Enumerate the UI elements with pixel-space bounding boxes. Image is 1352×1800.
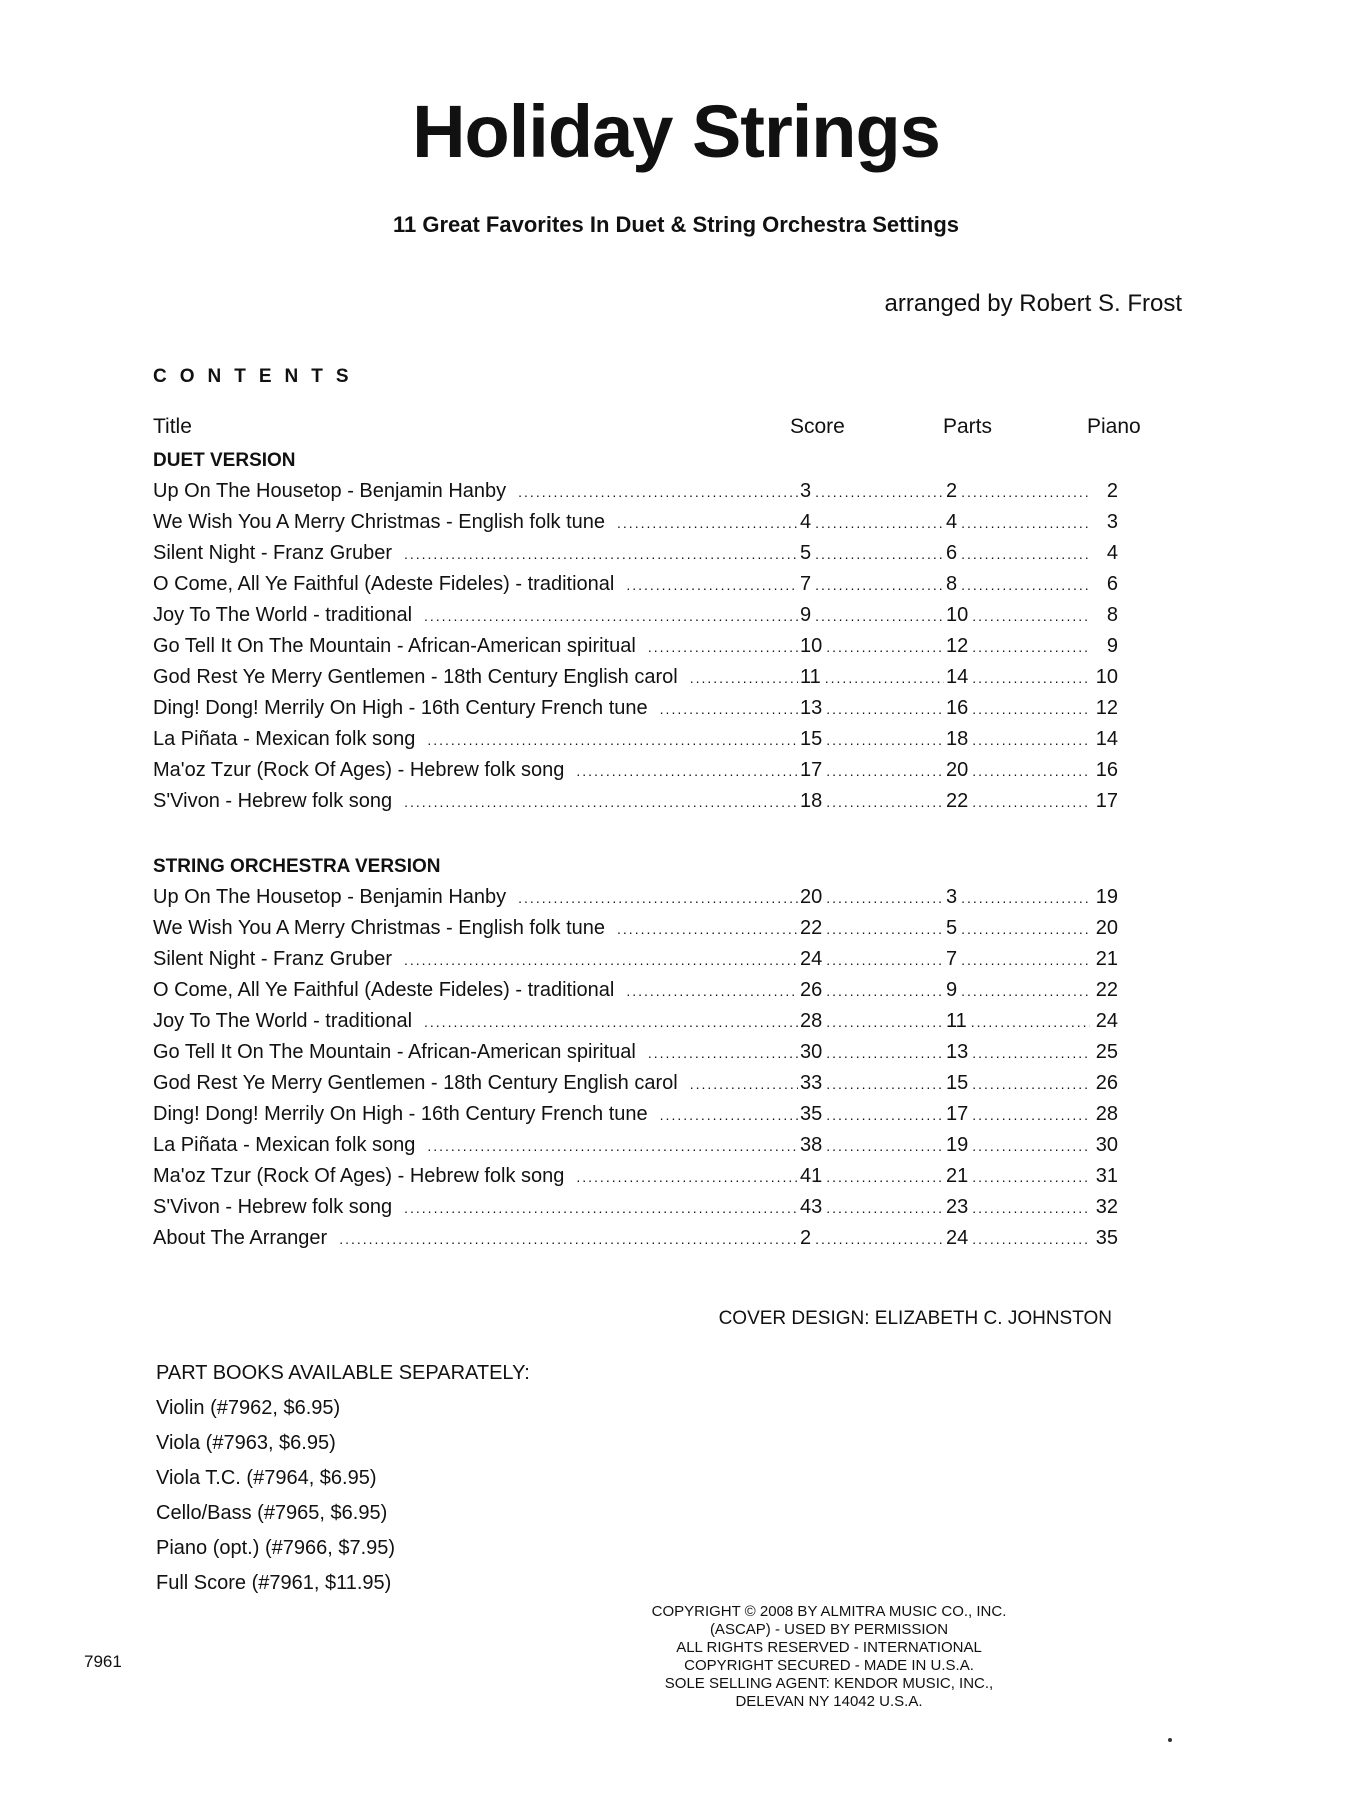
dot-leader [648, 632, 798, 663]
toc-score-cell [798, 662, 944, 694]
dot-leader [968, 756, 1090, 787]
toc-row [153, 1223, 1118, 1254]
parts-page: 9 [946, 979, 958, 1001]
dot-leader [427, 1131, 798, 1162]
score-page: 17 [800, 759, 823, 781]
song-title: La Piñata - Mexican folk song [153, 728, 416, 750]
toc-row [153, 538, 1118, 569]
toc-parts-cell [944, 476, 1090, 508]
parts-page: 16 [946, 697, 969, 719]
parts-page: 5 [946, 917, 958, 939]
piano-page: 17 [1095, 790, 1118, 812]
toc-score-cell [798, 913, 944, 945]
page-title: Holiday Strings [412, 90, 940, 173]
score-page: 43 [800, 1196, 823, 1218]
dot-leader [968, 694, 1090, 725]
song-title: Ding! Dong! Merrily On High - 16th Century French tune [153, 697, 648, 719]
dot-leader [957, 914, 1090, 945]
dot-leader [822, 1007, 944, 1038]
dot-leader [822, 1131, 944, 1162]
toc-row [153, 693, 1118, 724]
parts-page: 3 [946, 886, 958, 908]
toc-row [153, 755, 1118, 786]
song-title: We Wish You A Merry Christmas - English folk tune [153, 511, 606, 533]
toc-row [153, 507, 1118, 538]
toc-score-cell [798, 1068, 944, 1100]
dot-leader [424, 601, 798, 632]
duet-rows [153, 476, 1118, 817]
dot-leader [968, 1100, 1090, 1131]
parts-page: 11 [946, 1010, 967, 1032]
piano-page: 35 [1095, 1227, 1118, 1249]
score-page: 20 [800, 886, 823, 908]
dot-leader [968, 601, 1090, 632]
toc-parts-cell [944, 569, 1090, 601]
toc-row [153, 913, 1118, 944]
toc-title-cell [153, 600, 798, 632]
dot-leader [968, 787, 1090, 818]
toc-row [153, 1192, 1118, 1223]
score-page: 26 [800, 979, 823, 1001]
dot-leader [957, 883, 1090, 914]
dot-leader [822, 1069, 944, 1100]
dot-leader [617, 914, 798, 945]
toc-title-cell [153, 631, 798, 663]
score-page: 33 [800, 1072, 823, 1094]
toc-score-cell [798, 724, 944, 756]
toc-score-cell [798, 975, 944, 1007]
parts-page: 6 [946, 542, 958, 564]
score-page: 13 [800, 697, 823, 719]
parts-page: 20 [946, 759, 969, 781]
score-page: 5 [800, 542, 812, 564]
dot-leader [968, 1069, 1090, 1100]
product-number: 7961 [84, 1652, 122, 1671]
dot-leader [968, 1224, 1090, 1255]
copyright-line: SOLE SELLING AGENT: KENDOR MUSIC, INC., DELEVAN NY 14042 U.S.A. [664, 1675, 994, 1710]
dot-leader [822, 1193, 944, 1224]
dot-leader [822, 883, 944, 914]
parts-page: 8 [946, 573, 958, 595]
dot-leader [690, 663, 798, 694]
dot-leader [404, 787, 798, 818]
song-title: S'Vivon - Hebrew folk song [153, 1196, 393, 1218]
piano-page: 16 [1095, 759, 1118, 781]
toc-title-cell [153, 1037, 798, 1069]
toc-score-cell [798, 944, 944, 976]
parts-page: 21 [946, 1165, 969, 1187]
toc-parts-cell [944, 507, 1090, 539]
toc-row [153, 1099, 1118, 1130]
dot-leader [957, 570, 1090, 601]
toc-title-cell [153, 1223, 798, 1255]
score-page: 3 [800, 480, 812, 502]
part-book-item: Viola (#7963, $6.95) [156, 1432, 336, 1454]
toc-parts-cell [944, 755, 1090, 787]
score-page: 15 [800, 728, 823, 750]
score-page: 9 [800, 604, 812, 626]
dot-leader [626, 976, 798, 1007]
song-title: Ma'oz Tzur (Rock Of Ages) - Hebrew folk song [153, 1165, 565, 1187]
toc-parts-cell [944, 1037, 1090, 1069]
part-book-item: Violin (#7962, $6.95) [156, 1397, 341, 1419]
score-page: 22 [800, 917, 823, 939]
toc-parts-cell [944, 1223, 1090, 1255]
toc-title-cell [153, 1161, 798, 1193]
dot-leader [518, 477, 798, 508]
piano-page: 14 [1095, 728, 1118, 750]
parts-page: 12 [946, 635, 969, 657]
song-title: S'Vivon - Hebrew folk song [153, 790, 393, 812]
toc-parts-cell [944, 600, 1090, 632]
score-page: 10 [800, 635, 823, 657]
dot-leader [957, 539, 1090, 570]
toc-row [153, 569, 1118, 600]
dot-leader [404, 1193, 798, 1224]
dot-leader [811, 601, 944, 632]
parts-page: 15 [946, 1072, 969, 1094]
score-page: 41 [800, 1165, 823, 1187]
piano-page: 26 [1095, 1072, 1118, 1094]
part-book-item: Viola T.C. (#7964, $6.95) [156, 1467, 377, 1489]
toc-title-cell [153, 662, 798, 694]
toc-score-cell [798, 1223, 944, 1255]
piano-page: 10 [1095, 666, 1118, 688]
dot-leader [968, 1038, 1090, 1069]
song-title: O Come, All Ye Faithful (Adeste Fideles) - traditional [153, 979, 615, 1001]
toc-title-cell [153, 569, 798, 601]
toc-parts-cell [944, 1006, 1090, 1038]
toc-score-cell [798, 693, 944, 725]
dot-leader [404, 539, 798, 570]
toc-parts-cell [944, 913, 1090, 945]
toc-title-cell [153, 755, 798, 787]
copyright-line: ALL RIGHTS RESERVED - INTERNATIONAL COPYRIGHT SECURED - MADE IN U.S.A. [676, 1639, 982, 1674]
toc-parts-cell [944, 944, 1090, 976]
piano-page: 19 [1095, 886, 1118, 908]
piano-page: 20 [1095, 917, 1118, 939]
song-title: Up On The Housetop - Benjamin Hanby [153, 886, 507, 908]
song-title: God Rest Ye Merry Gentlemen - 18th Century English carol [153, 1072, 678, 1094]
dot-leader [822, 756, 944, 787]
toc-score-cell [798, 1037, 944, 1069]
toc-parts-cell [944, 786, 1090, 818]
song-title: Ding! Dong! Merrily On High - 16th Century French tune [153, 1103, 648, 1125]
toc-row [153, 476, 1118, 507]
dot-leader [968, 632, 1090, 663]
contents-heading: CONTENTS [153, 366, 362, 387]
score-page: 24 [800, 948, 823, 970]
dot-leader [811, 477, 944, 508]
dot-leader [660, 694, 798, 725]
dot-leader [822, 914, 944, 945]
toc-title-cell [153, 1099, 798, 1131]
duet-version-section [153, 446, 1118, 817]
parts-page: 23 [946, 1196, 969, 1218]
toc-score-cell [798, 1161, 944, 1193]
song-title: Go Tell It On The Mountain - African-American spiritual [153, 1041, 636, 1063]
part-books-heading: PART BOOKS AVAILABLE SEPARATELY: [156, 1362, 530, 1384]
score-page: 28 [800, 1010, 823, 1032]
piano-page: 21 [1095, 948, 1118, 970]
dot-leader [968, 1193, 1090, 1224]
toc-parts-cell [944, 693, 1090, 725]
toc-row [153, 724, 1118, 755]
dot-leader [957, 508, 1090, 539]
copyright-line: COPYRIGHT © 2008 BY ALMITRA MUSIC CO., INC. (ASCAP) - USED BY PERMISSION [651, 1603, 1007, 1638]
toc-title-cell [153, 975, 798, 1007]
dot-leader [648, 1038, 798, 1069]
dot-leader [968, 663, 1090, 694]
piano-page: 28 [1095, 1103, 1118, 1125]
dot-leader [626, 570, 798, 601]
toc-title-cell [153, 1068, 798, 1100]
dot-leader [822, 787, 944, 818]
piano-page: 2 [1106, 480, 1118, 502]
score-page: 38 [800, 1134, 823, 1156]
piano-page: 30 [1095, 1134, 1118, 1156]
dot-leader [424, 1007, 798, 1038]
song-title: Joy To The World - traditional [153, 1010, 413, 1032]
score-page: 11 [800, 666, 821, 688]
toc-parts-cell [944, 1099, 1090, 1131]
song-title: God Rest Ye Merry Gentlemen - 18th Century English carol [153, 666, 678, 688]
piano-page: 8 [1106, 604, 1118, 626]
dot-leader [821, 663, 944, 694]
column-header-piano: Piano [1087, 415, 1141, 438]
part-books-items [156, 1391, 530, 1601]
toc-title-cell [153, 693, 798, 725]
score-page: 30 [800, 1041, 823, 1063]
parts-page: 18 [946, 728, 969, 750]
dot-leader [968, 1162, 1090, 1193]
section-title-duet: DUET VERSION [153, 450, 296, 471]
song-title: Up On The Housetop - Benjamin Hanby [153, 480, 507, 502]
toc-parts-cell [944, 1068, 1090, 1100]
string-orchestra-version-section [153, 852, 1118, 1254]
toc-title-cell [153, 1130, 798, 1162]
score-page: 4 [800, 511, 812, 533]
toc-score-cell [798, 786, 944, 818]
toc-parts-cell [944, 1192, 1090, 1224]
toc-title-cell [153, 913, 798, 945]
toc-row [153, 1037, 1118, 1068]
toc-parts-cell [944, 662, 1090, 694]
score-page: 18 [800, 790, 823, 812]
column-header-parts: Parts [943, 415, 993, 438]
piano-page: 12 [1095, 697, 1118, 719]
score-page: 2 [800, 1227, 812, 1249]
toc-score-cell [798, 882, 944, 914]
toc-title-cell [153, 724, 798, 756]
toc-title-cell [153, 786, 798, 818]
piano-page: 24 [1095, 1010, 1118, 1032]
toc-score-cell [798, 507, 944, 539]
song-title: Silent Night - Franz Gruber [153, 948, 392, 970]
parts-page: 2 [946, 480, 958, 502]
toc-score-cell [798, 755, 944, 787]
dot-leader [811, 508, 944, 539]
dot-leader [617, 508, 798, 539]
dot-leader [690, 1069, 798, 1100]
section-title-orchestra: STRING ORCHESTRA VERSION [153, 856, 441, 877]
parts-page: 14 [946, 666, 969, 688]
toc-parts-cell [944, 882, 1090, 914]
dot-leader [822, 632, 944, 663]
toc-parts-cell [944, 1130, 1090, 1162]
toc-row [153, 1161, 1118, 1192]
part-books-list [156, 1355, 530, 1601]
toc-row [153, 975, 1118, 1006]
toc-score-cell [798, 569, 944, 601]
dot-leader [822, 945, 944, 976]
toc-parts-cell [944, 538, 1090, 570]
piano-page: 9 [1106, 635, 1118, 657]
toc-score-cell [798, 600, 944, 632]
dot-leader [811, 539, 944, 570]
dot-leader [822, 1038, 944, 1069]
toc-row [153, 1068, 1118, 1099]
dot-leader [427, 725, 798, 756]
toc-title-cell [153, 882, 798, 914]
dot-leader [576, 1162, 798, 1193]
part-book-item: Cello/Bass (#7965, $6.95) [156, 1502, 388, 1524]
parts-page: 13 [946, 1041, 969, 1063]
piano-page: 25 [1095, 1041, 1118, 1063]
toc-title-cell [153, 476, 798, 508]
column-header-title: Title [153, 415, 192, 438]
toc-row [153, 631, 1118, 662]
toc-score-cell [798, 538, 944, 570]
song-title: O Come, All Ye Faithful (Adeste Fideles) - traditional [153, 573, 615, 595]
dot-leader [822, 1100, 944, 1131]
arranger-credit: arranged by Robert S. Frost [884, 290, 1182, 317]
toc-row [153, 1006, 1118, 1037]
subtitle: 11 Great Favorites In Duet & String Orchestra Settings [392, 212, 960, 237]
dot-leader [957, 477, 1090, 508]
copyright-notice [0, 1603, 1352, 1711]
part-book-item: Full Score (#7961, $11.95) [156, 1572, 392, 1594]
toc-row [153, 1130, 1118, 1161]
dot-leader [957, 976, 1090, 1007]
piano-page: 4 [1106, 542, 1118, 564]
toc-parts-cell [944, 975, 1090, 1007]
toc-parts-cell [944, 631, 1090, 663]
dot-leader [967, 1007, 1090, 1038]
column-headers [153, 416, 1153, 444]
toc-row [153, 662, 1118, 693]
parts-page: 19 [946, 1134, 969, 1156]
dot-leader [822, 976, 944, 1007]
toc-score-cell [798, 476, 944, 508]
toc-row [153, 944, 1118, 975]
dot-leader [811, 1224, 944, 1255]
parts-page: 22 [946, 790, 969, 812]
song-title: Ma'oz Tzur (Rock Of Ages) - Hebrew folk song [153, 759, 565, 781]
parts-page: 10 [946, 604, 969, 626]
toc-title-cell [153, 944, 798, 976]
dot-leader [822, 1162, 944, 1193]
score-page: 7 [800, 573, 812, 595]
toc-title-cell [153, 1192, 798, 1224]
column-header-score: Score [790, 415, 845, 438]
toc-parts-cell [944, 724, 1090, 756]
print-speck [1168, 1738, 1172, 1742]
dot-leader [576, 756, 798, 787]
parts-page: 7 [946, 948, 958, 970]
parts-page: 4 [946, 511, 958, 533]
toc-title-cell [153, 1006, 798, 1038]
piano-page: 32 [1095, 1196, 1118, 1218]
dot-leader [660, 1100, 798, 1131]
song-title: Silent Night - Franz Gruber [153, 542, 392, 564]
score-page: 35 [800, 1103, 823, 1125]
part-book-item: Piano (opt.) (#7966, $7.95) [156, 1537, 396, 1559]
orchestra-rows [153, 882, 1118, 1254]
toc-title-cell [153, 538, 798, 570]
song-title: About The Arranger [153, 1227, 328, 1249]
toc-score-cell [798, 1006, 944, 1038]
song-title: La Piñata - Mexican folk song [153, 1134, 416, 1156]
dot-leader [822, 725, 944, 756]
song-title: Go Tell It On The Mountain - African-American spiritual [153, 635, 636, 657]
dot-leader [822, 694, 944, 725]
toc-score-cell [798, 631, 944, 663]
dot-leader [518, 883, 798, 914]
parts-page: 24 [946, 1227, 969, 1249]
cover-design-credit: COVER DESIGN: ELIZABETH C. JOHNSTON [718, 1308, 1112, 1329]
toc-parts-cell [944, 1161, 1090, 1193]
piano-page: 31 [1095, 1165, 1118, 1187]
toc-title-cell [153, 507, 798, 539]
dot-leader [968, 1131, 1090, 1162]
piano-page: 22 [1095, 979, 1118, 1001]
toc-row [153, 786, 1118, 817]
piano-page: 3 [1106, 511, 1118, 533]
parts-page: 17 [946, 1103, 969, 1125]
dot-leader [968, 725, 1090, 756]
toc-score-cell [798, 1099, 944, 1131]
dot-leader [339, 1224, 798, 1255]
song-title: We Wish You A Merry Christmas - English folk tune [153, 917, 606, 939]
toc-row [153, 882, 1118, 913]
toc-row [153, 600, 1118, 631]
dot-leader [811, 570, 944, 601]
toc-score-cell [798, 1192, 944, 1224]
dot-leader [957, 945, 1090, 976]
dot-leader [404, 945, 798, 976]
song-title: Joy To The World - traditional [153, 604, 413, 626]
piano-page: 6 [1106, 573, 1118, 595]
toc-score-cell [798, 1130, 944, 1162]
